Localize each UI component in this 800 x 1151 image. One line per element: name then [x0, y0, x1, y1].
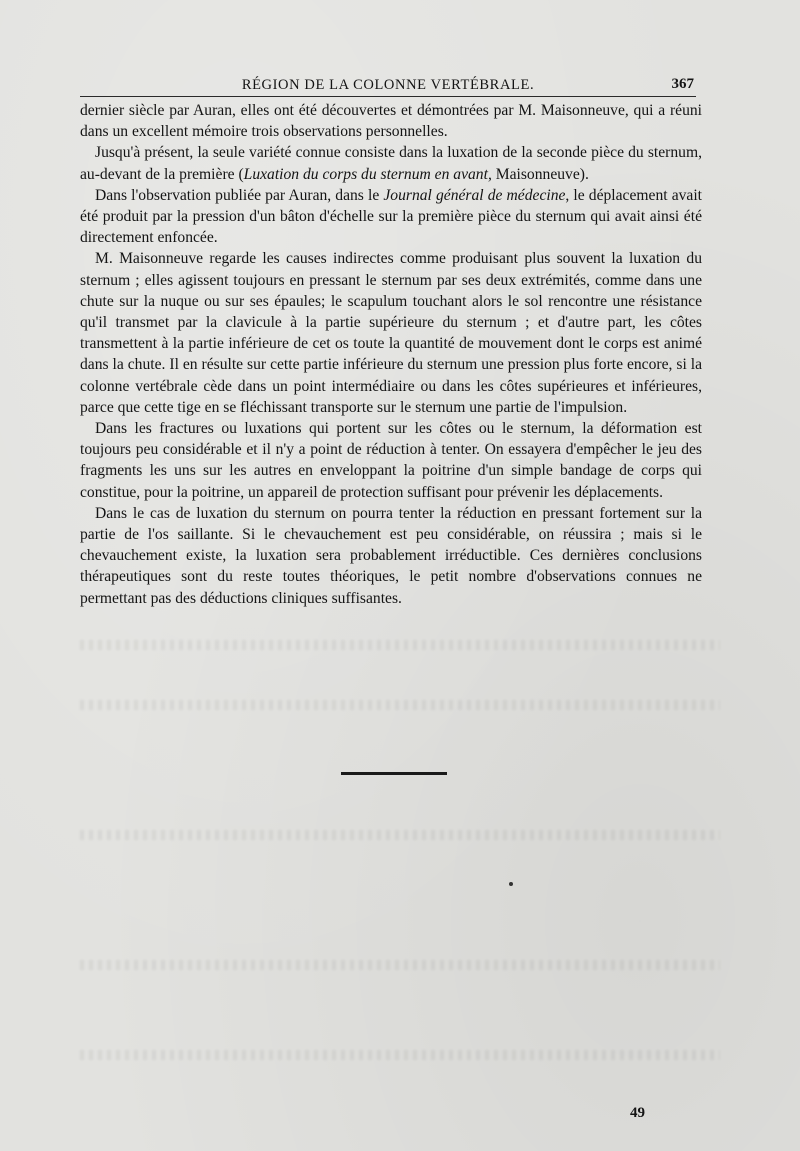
paragraph [80, 503, 702, 609]
text-run: , le déplacement avait été produit par la pression d'un bâton d'échelle sur la première pièce du sternum qui avait ainsi été directement enfoncée. [80, 186, 702, 247]
text-run: Dans les fractures ou luxations qui portent sur les côtes ou le sternum, la déformation est toujours peu considérable et il n'y a point de réduction à tenter. On essayera d'empêcher le jeu des fragments les uns sur les autres en enveloppant la poitrine d'un simple bandage de corps qui constitue, pour la poitrine, un appareil de protection suffisant pour prévenir les déplacements. [80, 420, 702, 501]
show-through-texture [80, 830, 720, 840]
show-through-texture [80, 960, 720, 970]
paragraph [80, 418, 702, 503]
text-run: Maisonneuve). [491, 165, 589, 183]
text-run: Jusqu'à présent, la seule variété connue consiste dans la luxation de la seconde pièce du sternum, au-devant de la première ( [80, 144, 702, 183]
paragraph [80, 185, 702, 249]
body-text [80, 100, 702, 609]
text-run: Dans le cas de luxation du sternum on pourra tenter la réduction en pressant fortement sur la partie de l'os saillante. Si le chevauchement est peu considérable, on réussira ; mais si le chevauchement existe, la luxation sera probablement irréductible. Ces dernières conclusions thérapeutiques sont du reste toutes théoriques, le petit nombre d'observations connues ne permettant pas des déductions cliniques suffisantes. [80, 504, 702, 607]
text-run: dernier siècle par Auran, elles ont été découvertes et démontrées par M. Maisonneuve, qui a réuni dans un excellent mémoire trois observations personnelles. [80, 102, 702, 141]
section-end-rule [341, 772, 447, 775]
signature-mark: 49 [630, 1105, 645, 1121]
running-title: RÉGION DE LA COLONNE VERTÉBRALE. [241, 77, 535, 93]
show-through-texture [80, 1050, 720, 1060]
show-through-texture [80, 700, 720, 710]
page-number: 367 [671, 76, 694, 92]
italic-text: Journal général de médecine [383, 186, 566, 204]
italic-text: Luxation du corps du sternum en avant, [243, 165, 492, 183]
paragraph [80, 142, 702, 184]
paragraph [80, 100, 702, 142]
text-run: M. Maisonneuve regarde les causes indirectes comme produisant plus souvent la luxation du sternum ; elles agissent toujours en pressant le sternum par ses deux extrémités, comme dans une chute sur la nuque ou sur ses épaules; le scapulum touchant alors le sol rencontre une résistance qu'il transmet par la clavicule à la partie supérieure du sternum ; et d'autre part, les côtes transmettent à la partie inférieure de cet os toute la quantité de mouvement dont le corps est animé dans la chute. Il en résulte sur cette partie inférieure du sternum une pression plus forte encore, si la colonne vertébrale cède dans un point intermédiaire ou dans les côtes supérieures et inférieures, parce que cette tige en se fléchissant transporte sur le sternum une partie de l'impulsion. [80, 250, 702, 416]
show-through-texture [80, 640, 720, 650]
paragraph [80, 248, 702, 418]
text-run: Dans l'observation publiée par Auran, dans le [95, 186, 384, 204]
page-header [80, 74, 696, 97]
ink-dot [509, 882, 513, 886]
